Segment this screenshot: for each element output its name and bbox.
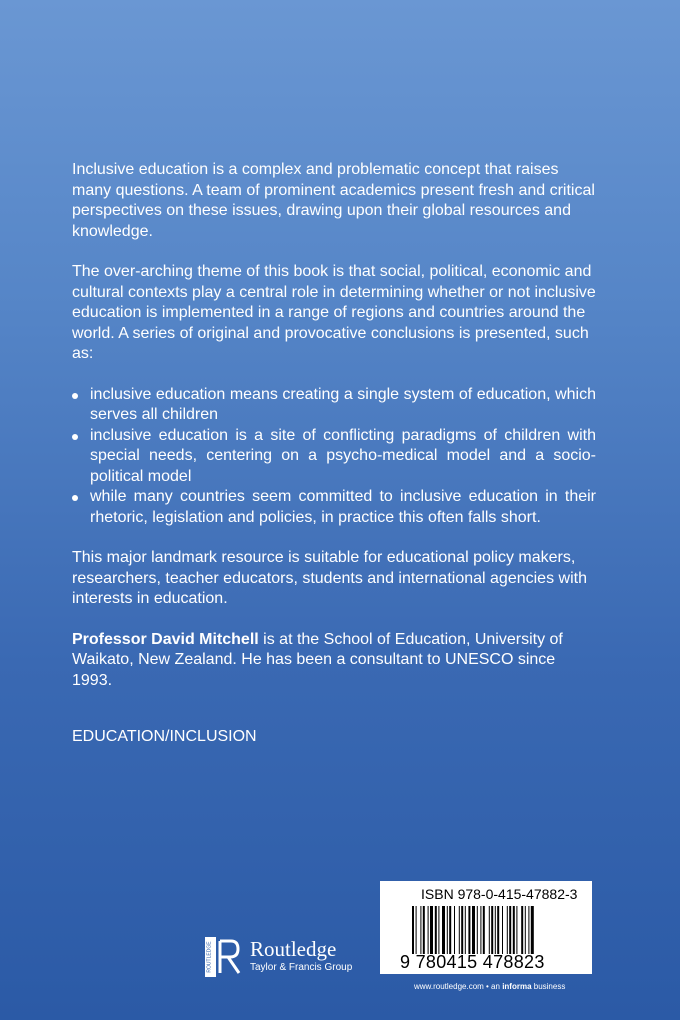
publisher-logo (205, 937, 385, 977)
conclusions-list (72, 385, 596, 529)
list-item (72, 426, 596, 488)
bullet-icon (72, 393, 78, 399)
list-item (72, 487, 596, 528)
footer-suffix: business (531, 982, 566, 991)
routledge-r-icon (205, 937, 241, 977)
footer-line (414, 982, 565, 992)
bullet-icon (72, 495, 78, 501)
author-paragraph (72, 630, 596, 692)
author-name: Professor David Mitchell (72, 630, 259, 648)
isbn-barcode (380, 881, 592, 974)
list-item-text: inclusive education is a site of conflicting paradigms of children with special needs, centering on a psycho-medical model and a socio-political model (90, 426, 596, 485)
barcode-digits: 9 780415 478823 (400, 952, 545, 972)
publisher-group: Taylor & Francis Group (250, 962, 353, 973)
list-item-text: inclusive education means creating a single system of education, which serves all children (90, 385, 596, 423)
intro-paragraph: Inclusive education is a complex and problematic concept that raises many questions. A team of prominent academics present fresh and critical perspectives on these issues, drawing upon their global resources and knowledge. (72, 161, 595, 240)
list-item (72, 385, 596, 426)
logo-vertical-text: ROUTLEDGE (206, 941, 213, 973)
list-item-text: while many countries seem committed to inclusive education in their rhetoric, legislation and policies, in practice this often falls short. (90, 488, 596, 526)
author-bio: is at the School of Education, University of Waikato, New Zealand. He has been a consultant to UNESCO since 1993. (72, 630, 563, 689)
isbn-label: ISBN 978-0-415-47882-3 (421, 886, 578, 902)
subject-category: EDUCATION/INCLUSION (72, 728, 257, 745)
audience-paragraph: This major landmark resource is suitable for educational policy makers, researchers, teacher educators, students and international agencies with interests in education. (72, 549, 587, 607)
publisher-name: Routledge (250, 937, 337, 961)
footer-separator: • an (483, 982, 503, 991)
publisher-url: www.routledge.com (414, 982, 484, 991)
informa-brand: informa (502, 982, 532, 991)
barcode-bars (412, 906, 572, 954)
theme-paragraph: The over-arching theme of this book is that social, political, economic and cultural contexts play a central role in determining whether or not inclusive education is implemented in a range of regions and countries around the world. A series of original and provocative conclusions is presented, such as: (72, 263, 596, 362)
bullet-icon (72, 434, 78, 440)
back-cover-text (72, 160, 596, 748)
